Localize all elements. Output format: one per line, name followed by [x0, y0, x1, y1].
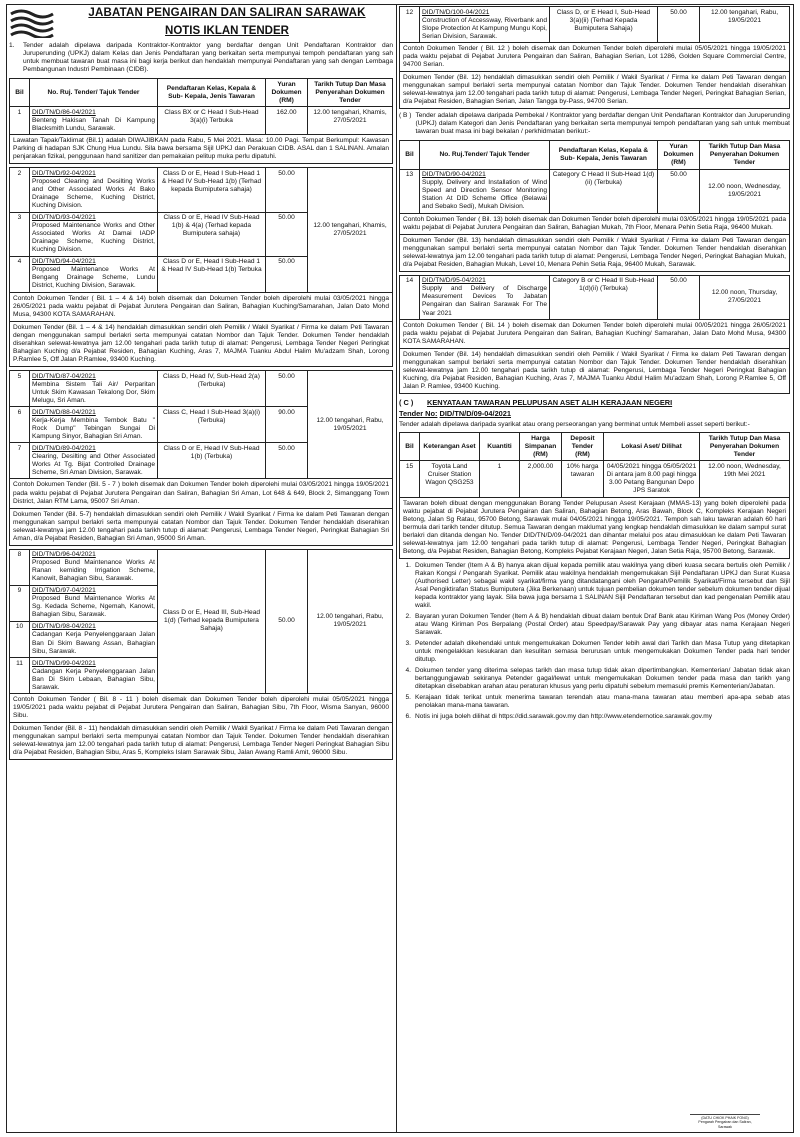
tender-no-label: Tender No: [399, 409, 438, 419]
header-location: Lokasi Aset/ Dilihat [604, 433, 700, 461]
row-class: Class C, Head I Sub-Head 3(a)(i) (Terbuka) [158, 407, 266, 443]
table-row [10, 371, 393, 407]
tender-title: Supply, Delivery and Installation of Wind Speed and Direction Sensor Monitoring Station At DID Scheme Office (Belawai and Sebako Sedi), Mukah Division. [422, 179, 547, 211]
row-bil: 8 [10, 549, 30, 585]
section-b-intro [399, 112, 790, 136]
row-bil: 12 [400, 7, 420, 43]
row-fee: 50.00 [266, 168, 308, 212]
row-fee: 50.00 [266, 549, 308, 694]
list-item [399, 562, 790, 610]
row-closing: 12.00 tengahari, Rabu, 19/05/2021 [700, 7, 790, 43]
tender-ref: DID/TN/D/100-04/2021 [422, 8, 490, 16]
header-closing: Tarikh Tutup Dan Masa Penyerahan Dokumen Tender [308, 79, 393, 107]
row-bil: 10 [10, 621, 30, 657]
row-tender [420, 7, 550, 43]
tender-table-4 [9, 549, 393, 695]
row-fee: 50.00 [266, 371, 308, 407]
tender-ref: DID/TN/D/86-04/2021 [32, 108, 96, 116]
tender-ref: DID/TN/D/92-04/2021 [32, 169, 96, 177]
document-note: Contoh Dokumen Tender ( Bil. 14 ) boleh disemak dan Dokumen Tender boleh diperolehi mulai 00/05/2021 hingga 26/05/2021 pada waktu pejabat di Pejabat Jurutera Pengairan dan Saliran, Bahagian Kuching/ Samarahan, Jalan Dato Mohd Musa, 94300 KOTA SAMARAHAN. [399, 320, 790, 349]
row-tender [30, 621, 158, 657]
tender-title: Proposed Maintenance Works At Bengang Drainage Scheme, Lundu District, Kuching Division, Sarawak. [32, 266, 155, 290]
list-item [399, 640, 790, 664]
submission-note: Dokumen Tender (Bil. 8 - 11) hendaklah dimasukkan sendiri oleh Pemilik / Wakil Syarikat / Firma ke dalam Peti Tawaran dengan menggunakan sampul berlakri serta mempunyai catatan Nombor dan Tajuk Tender. Dokumen Tender hendaklah diserahkan selewat-lewatnya jam 12.00 tengahari pada tarikh tutup di alamat: Pengerusi, Lembaga Tender Negeri Peringkat Bahagian Sibu d/a Pejabat Residen, Bahagian Sibu, Aras 5, Kompleks Islam Sarawak Sibu, Jalan Awang Ramli Amit, 96000 Sibu. [9, 723, 393, 760]
section-b-text: Tender adalah dipelawa daripada Pembekal / Kontraktor yang berdaftar dengan Unit Pendaftaran Kontraktor dan Juruperunding (UPKJ) dalam Kategori dan Jenis Pendaftaran yang berkaitan serta mempunyai tempoh pendaftaran yang sah untuk membuat tawaran buat masa ini bagi bekalan / perkhidmatan berikut:- [415, 112, 790, 136]
row-item: Toyota Land Cruiser Station Wagon QSG253 [420, 461, 480, 497]
row-class: Class D or E, Head III, Sub-Head 1(d) (Terhad kepada Bumiputera Sahaja) [158, 549, 266, 694]
tender-title: Benteng Hakisan Tanah Di Kampung Blacksmith Lundu, Sarawak. [32, 116, 155, 132]
section-c-title: KENYATAAN TAWARAN PELUPUSAN ASET ALIH KERAJAAN NEGERI [427, 398, 673, 408]
row-tender [30, 407, 158, 443]
section-b-number: ( B ) [399, 112, 412, 120]
row-bil: 9 [10, 585, 30, 621]
row-fee: 50.00 [266, 443, 308, 479]
signature-block [690, 1101, 760, 1129]
row-closing: 12.00 tengahari, Rabu, 19/05/2021 [308, 371, 393, 479]
tender-title: Proposed Maintenance Works and Other Associated Works At Damai IADP Drainage Scheme, Kuching District, Kuching Division. [32, 222, 155, 254]
submission-note: Dokumen Tender (Bil. 12) hendaklah dimasukkan sendiri oleh Pemilik / Wakil Syarikat / Firma ke dalam Peti Tawaran dengan menggunakan sampul berlakri serta mempunyai catatan Nombor dan Tajuk Tender. Dokumen Tender hendaklah diserahkan selewat-lewatnya jam 12.00 tengahari pada tarikh tutup di alamat: Pengerusi, Lembaga Tender Negeri, Peringkat Bahagian Serian, d/a Pejabat Residen, Bahagian Serian, Jalan Tangga by-Pass, 94700 Serian. [399, 72, 790, 109]
tender-ref: DID/TN/D/93-04/2021 [32, 214, 96, 222]
footnote-number: 4. [405, 667, 411, 675]
row-bil: 5 [10, 371, 30, 407]
signatory-name: (DATU CHIOK PHAIK FONG) [701, 1115, 749, 1120]
row-fee: 50.00 [266, 256, 308, 292]
signatory-title: Pengarah Pengairan dan Saliran, [698, 1120, 752, 1125]
header-bil: Bil [10, 79, 30, 107]
table-row [400, 275, 790, 319]
tender-table-b [399, 140, 790, 213]
tender-ref: DID/TN/D/88-04/2021 [32, 408, 96, 416]
row-class: Class D or E, Head IV Sub-Head 1(b) (Terbuka) [158, 443, 266, 479]
row-class: Class D or E, Head I Sub-Head 1 & Head IV Sub-Head 1(b) (Terhad kepada Bumiputera sahaja) [158, 168, 266, 212]
row-bil: 1 [10, 107, 30, 135]
header-closing: Tarikh Tutup Dan Masa Penyerahan Dokumen Tender [700, 433, 790, 461]
tender-ref: DID/TN/D/97-04/2021 [32, 587, 96, 595]
tender-ref: DID/TN/D/99-04/2021 [32, 659, 96, 667]
tender-table-3 [9, 370, 393, 479]
document-note: Contoh Dokumen Tender ( Bil. 12 ) boleh disemak dan Dokumen Tender boleh diperolehi mulai 05/05/2021 hingga 19/05/2021 pada waktu pejabat di Pejabat Jurutera Pengairan dan Saliran, Bahagian Serian, Lot 1286, Golden Square Commercial Centre, 94700 Serian. [399, 43, 790, 72]
row-bil: 2 [10, 168, 30, 212]
row-bil: 3 [10, 212, 30, 256]
tender-title: Supply and Delivery of Discharge Measurement Devices To Jabatan Pengairan dan Saliran Sarawak For The Year 2021 [422, 285, 547, 317]
document-note: Contoh Dokumen Tender ( Bil. 1 – 4 & 14) boleh disemak dan Dokumen Tender boleh diperolehi mulai 03/05/2021 hingga 26/05/2021 pada waktu pejabat di Pejabat Jurutera Pengairan dan Saliran, Bahagian Kuching/Samarahan, Jalan Dato Mohd Musa, 94300 KOTA SAMARAHAN. [9, 293, 393, 322]
row-tender [420, 275, 550, 319]
right-column [399, 6, 790, 724]
list-item [399, 667, 790, 691]
document-note: Contoh Dokumen Tender ( Bil. 8 - 11 ) boleh disemak dan Dokumen Tender boleh diperolehi mulai 05/05/2021 hingga 19/05/2021 pada waktu pejabat di Pejabat Jurutera Pengairan dan Saliran, Bahagian Sibu, 7th Floor, Wisma Sanyan, 96000 Sibu. [9, 694, 393, 723]
header-bil: Bil [400, 433, 420, 461]
submission-note: Dokumen Tender (Bil. 13) hendaklah dimasukkan sendiri oleh Pemilik / Wakil Syarikat / Firma ke dalam Peti Tawaran dengan menggunakan sampul berlakri serta mempunyai catatan Nombor dan Tajuk Tender. Dokumen Tender hendaklah diserahkan selewat-lewatnya jam 12.00 tengahari pada tarikh tutup di alamat: Pengerusi, Lembaga Tender Negeri, Peringkat Bahagian Mukah, d/a Pejabat Residen, Bahagian Mukah, Level 10, Menara Pehin Setia Raja, 96400 Mukah, Sarawak. [399, 235, 790, 272]
tender-title: Kerja-Kerja Membina Tembok Batu " Rock Dump" Tebingan Sungai Di Kampung Sinyor, Bahagian Sri Aman. [32, 416, 155, 440]
header-ref: No. Ruj.Tender/ Tajuk Tender [420, 141, 550, 169]
tender-title: Cadangan Kerja Penyelenggaraan Jalan Ban Di Skim Lebaan, Bahagian Sibu, Sarawak. [32, 667, 155, 691]
tender-table-1 [9, 78, 393, 135]
tender-ref: DID/TN/D/89-04/2021 [32, 444, 96, 452]
tender-table-2 [9, 167, 393, 292]
header-class: Pendaftaran Kelas, Kepala & Sub- Kepala, Jenis Tawaran [550, 141, 658, 169]
tender-ref: DID/TN/D/98-04/2021 [32, 623, 96, 631]
row-deposit: 10% harga tawaran [562, 461, 604, 497]
header-item: Keterangan Aset [420, 433, 480, 461]
row-class: Class D, Head IV, Sub-Head 2(a) (Terbuka) [158, 371, 266, 407]
footnote-number: 2. [405, 613, 411, 620]
row-qty: 1 [480, 461, 520, 497]
tender-title: Proposed Bund Maintenance Works At Sg. Kedada Scheme, Ngemah, Kanowit, Bahagian Sibu, Sarawak. [32, 595, 155, 619]
footnote-number: 1. [405, 561, 411, 569]
submission-note: Dokumen Tender (Bil. 5-7) hendaklah dimasukkan sendiri oleh Pemilik / Wakil Syarikat / Firma ke dalam Peti Tawaran dengan menggunakan sampul berlakri serta mempunyai catatan Nombor dan Tajuk Tender. Dokumen Tender hendaklah diserahkan selewat-lewatnya jam 12.00 tengahari pada tarikh tutup di alamat: Pengerusi, Lembaga Tender Negeri, Peringkat Bahagian Sri Aman, d/a Pejabat Residen, Bahagian Sri Aman, 95000 Sri Aman. [9, 509, 393, 546]
row-tender [30, 549, 158, 585]
section-c-number: ( C ) [399, 398, 414, 408]
row-class: Class D or E, Head I Sub-Head 1 & Head IV Sub-Head 1(b) Terbuka [158, 256, 266, 292]
row-fee: 50.00 [266, 212, 308, 256]
row-closing: 12.00 noon, Wednesday, 19th Mei 2021 [700, 461, 790, 497]
page-subtitle: NOTIS IKLAN TENDER [165, 24, 289, 37]
row-bil: 6 [10, 407, 30, 443]
row-class: Category B or C Head II Sub-Head 1(d)(ii) (Terbuka) [550, 275, 658, 319]
row-closing: 12.00 noon, Thursday, 27/05/2021 [700, 275, 790, 319]
row-closing: 12.00 tengahari, Khamis, 27/05/2021 [308, 168, 393, 292]
asset-note: Tawaran boleh dibuat dengan menggunakan Borang Tender Pelupusan Asest Kerajaan (MMAS-13) yang boleh diperolehi pada waktu pejabat di Pejabat Jurutera Pengairan dan Saliran, Bahagian Betong, Aras Bawah, Block C, Kompleks Kerajaan Negeri Betong, Jalan Sg Ratau, 95700 Betong, Sarawak mulai 04/05/2021 hingga 19/05/2021. Tempoh sah laku tawaran adalah 60 hari bermula dari tarikh tender ditutup. Semua Tawaran dengan maklumat yang lengkap hendaklah dimasukkan ke dalam sampul surat berlakri dan ditanda dengan No. Tender DID/TN/D/09-04/2021 dan dihantar melalui pos atau dimasukkan ke dalam Peti Tawaran selewat-lewatnya jam 12.00 tengahari pada tarikh tutup di alamat: Pengerusi, Lembaga Tender Negeri, Peringkat Bahagian Betong, d/a Pejabat Residen, Bahagian Betong, Kompleks Pejabat Kerajaan Negeri, Jalan Setia Raja, 95700 Betong, Sarawak. [399, 498, 790, 559]
footnote-text: Petender adalah dikehendaki untuk mengemukakan Dokumen Tender lebih awal dari Tarikh dan Masa Tutup yang ditetapkan untuk mengelakkan kesukaran dan kesulitan semasa berurusan untuk mengemukakan Dokumen Tender pada hari tender ditutup. [415, 640, 790, 664]
left-column [9, 6, 393, 760]
document-note: Contoh Dokumen Tender (Bil. 5 - 7 ) boleh disemak dan Dokumen Tender boleh diperolehi mulai 03/05/2021 hingga 19/05/2021 pada waktu pejabat di Pejabat Jurutera Pengairan dan Saliran, Bahagian Sri Aman, Lot 648 & 649, Block 2, Simanggang Town District, Jalan RTM Lama, 95007 Sri Aman. [9, 479, 393, 508]
row-closing: 12.00 noon, Wednesday, 19/05/2021 [700, 169, 790, 213]
footnote-number: 6. [405, 713, 411, 721]
section-c-heading [399, 398, 790, 407]
footnotes [399, 562, 790, 722]
row-price: 2,000.00 [520, 461, 562, 497]
submission-note: Dokumen Tender (Bil. 1 – 4 & 14) hendaklah dimasukkan sendiri oleh Pemilik / Wakil Syarikat / Firma ke dalam Peti Tawaran dengan menggunakan sampul berlakri serta mempunyai catatan Nombor dan Tajuk Tender. Dokumen Tender hendaklah diserahkan selewat-lewatnya jam 12.00 tengahari pada tarikh tutup di alamat: Pengerusi, Lembaga Tender Negeri Peringkat Bahagian Kuching d/a Pejabat Residen, Bahagian Kuching, Aras 7, MAJMA Tuanku Abdul Halim Mu'adzam Shah, Lorong P.Ramlee 5, Off Jalan P.Ramlee, 93400 Kuching. [9, 322, 393, 367]
row-class: Category C Head II Sub-Head 1(d)(ii) (Terbuka) [550, 169, 658, 213]
row-tender [30, 212, 158, 256]
header-deposit: Deposit Tender (RM) [562, 433, 604, 461]
row-tender [30, 585, 158, 621]
row-closing: 12.00 tengahari, Khamis, 27/05/2021 [308, 107, 393, 135]
row-tender [30, 256, 158, 292]
tender-table-5 [399, 6, 790, 43]
row-bil: 11 [10, 658, 30, 694]
tender-title: Clearing, Desilting and Other Associated Works At Tg. Bijat Controlled Drainage Scheme, Sri Aman Division, Sarawak. [32, 452, 155, 476]
tender-ref: DID/TN/D/87-04/2021 [32, 372, 96, 380]
table-header-row [10, 79, 393, 107]
signatory-state: Sarawak [718, 1124, 732, 1129]
table-header-row [400, 433, 790, 461]
footnote-text: Dokumen Tender (Item A & B) hanya akan dijual kepada pemilik atau wakilnya yang diberi kuasa secara bertulis oleh Pemilik / Rakan Kongsi / Pengarah Syarikat. Pemilik atau wakilnya hendaklah mengemukakan Sijil Pendaftaran UPKJ dan Surat Kuasa (Authorised Letter) sebagai wakil syarikat/firma yang ditandatangani oleh Pengarah/Pemilik Syarikat/Firma tersebut dan Sijil Asal Pengiktirafan Status Bumiputera (Jika Berkenaan) untuk tujuan pembelian dokumen tender sebelum dokumen tender dijual kepada kontraktor yang layak. Sila bawa juga bersama 1 SALINAN Sijil Pendaftaran tersebut dan kad pengenalan Pemilik atau wakil. [415, 561, 790, 609]
table-row [10, 107, 393, 135]
list-item [399, 613, 790, 637]
intro-text: Tender adalah dipelawa daripada Kontraktor-Kontraktor yang berdaftar dengan Unit Pendaftaran Kontraktor dan Juruperunding (UPKJ) dalam Kelas dan Jenis Pendaftaran yang berkaitan serta mempunyai tempoh pendaftaran yang sah untuk membuat tawaran buat masa ini bagi kerja berikut dan hendaklah mempunyai Pendaftaran yang sah dengan Lembaga Pembangunan Industri Pembinaan (CIDB). [23, 42, 393, 74]
row-tender [30, 168, 158, 212]
page-title: JABATAN PENGAIRAN DAN SALIRAN SARAWAK [88, 7, 366, 20]
footnote-text: Kerajaan tidak terikat untuk menerima tawaran terendah atau mana-mana tawaran atau memberi apa-apa sebab atas penolakan mana-mana tawaran. [415, 694, 790, 710]
row-fee: 90.00 [266, 407, 308, 443]
tender-ref: DID/TN/D/95-04/2021 [422, 277, 486, 285]
footnote-text: Notis ini juga boleh dilihat di https://did.sarawak.gov.my dan http://www.etendernotice.sarawak.gov.my [415, 713, 712, 721]
tender-no-value: DID/TN/D/09-04/2021 [439, 409, 512, 419]
footnote-number: 5. [405, 694, 411, 702]
row-tender [30, 658, 158, 694]
header-qty: Kuantiti [480, 433, 520, 461]
row-fee: 50.00 [658, 7, 700, 43]
row-class: Class D or E, Head IV Sub-Head 1(b) & 4(a) (Terhad kepada Bumiputera sahaja) [158, 212, 266, 256]
asset-table [399, 432, 790, 497]
row-fee: 162.00 [266, 107, 308, 135]
table-row [400, 169, 790, 213]
header-closing: Tarikh Tutup Dan Masa Penyerahan Dokumen Tender [700, 141, 790, 169]
row-bil: 15 [400, 461, 420, 497]
section-c-intro: Tender adalah dipelawa daripada syarikat atau orang perseorangan yang berminat untuk Membeli asset seperti berikut:- [399, 421, 750, 429]
header-ref: No. Ruj. Tender/ Tajuk Tender [30, 79, 158, 107]
table-row [10, 168, 393, 212]
row-class: Class BX or C Head I Sub-Head 3(a)(i) Terbuka [158, 107, 266, 135]
tender-title: Proposed Clearing and Desilting Works and Other Associated Works At Bako Drainage Scheme, Kuching District, Kuching Division. [32, 177, 155, 210]
header-bil: Bil [400, 141, 420, 169]
section-c-tender-no [399, 409, 790, 418]
table-row [400, 7, 790, 43]
tender-title: Membina Sistem Tali Air/ Perparitan Untuk Skim Kawasan Tekalong Dor, Skim Melugu, Sri Aman. [32, 380, 155, 404]
footnote-text: Dokumen tender yang diterima selepas tarikh dan masa tutup tidak akan dipertimbangkan. Kementerian/ Jabatan tidak akan bertanggungjawab sekiranya Petender gagal/lewat untuk mengemukakan Dokumen tender pada masa dan tarikh yang ditetapkan disebabkan arahan atau peraturan khusus yang perlu dipatuhi sebelum memasuki premis Kementerian/Jabatan. [415, 667, 790, 691]
tender-ref: DID/TN/D/90-04/2021 [422, 171, 486, 179]
row-fee: 50.00 [658, 275, 700, 319]
tender-title: Proposed Bund Maintenance Works At Ranan kemiding Irrigation Scheme, Kanowit, Bahagian Sibu, Sarawak. [32, 559, 155, 583]
row-bil: 14 [400, 275, 420, 319]
row-bil: 13 [400, 169, 420, 213]
signature-line [690, 1101, 760, 1115]
column-divider [396, 4, 397, 1133]
row-fee: 50.00 [658, 169, 700, 213]
row-bil: 4 [10, 256, 30, 292]
table-header-row [400, 141, 790, 169]
title-block [61, 6, 393, 37]
intro-paragraph [9, 42, 393, 74]
table-row [10, 549, 393, 585]
row-location: 04/05/2021 hingga 05/05/2021 Di antara jam 8.00 pagi hingga 3.00 Petang Bangunan Depo JPS Saratok [604, 461, 700, 497]
table-row [400, 461, 790, 497]
footnote-text: Bayaran yuran Dokumen Tender (Item A & B) hendaklah dibuat dalam bentuk Draf Bank atau Kiriman Wang Pos (Money Order) atau Wang Kiriman Pos Berpalang (Postal Order) atau Speedpay/Sarawak Pay yang dibayar atas nama Kerajaan Negeri Sarawak. [415, 613, 790, 637]
tender-table-b2 [399, 275, 790, 320]
tender-ref: DID/TN/D/96-04/2021 [32, 551, 96, 559]
row-closing: 12.00 tengahari, Rabu, 19/05/2021 [308, 549, 393, 694]
tender-title: Cadangan Kerja Penyelenggaraan Jalan Ban Di Skim Bawang Assan, Bahagian Sibu, Sarawak. [32, 631, 155, 655]
list-item [399, 713, 790, 721]
row-class: Class D, or E Head I, Sub-Head 3(a)(ii) (Terhad Kepada Bumiputera Sahaja) [550, 7, 658, 43]
header-fee: Yuran Dokumen (RM) [658, 141, 700, 169]
header-price: Harga Simpanan (RM) [520, 433, 562, 461]
site-visit-note: Lawatan Tapak/Taklimat (Bil.1) adalah DIWAJIBKAN pada Rabu, 5 Mei 2021. Masa: 10.00 Pagi. Tempat Berkumpul: Kawasan Parking di hadapan SJK Chung Hua Lundu. Sila bawa bersama Sijil UPKJ dan Perakuan CIDB. ASAL dan 1 SALINAN. Amalan penjarakan fizikal, penggunaan hand sanitizer dan pemakaian pelitup muka perlu dipatuhi. [9, 135, 393, 164]
footnote-number: 3. [405, 640, 411, 648]
header-fee: Yuran Dokumen (RM) [266, 79, 308, 107]
jps-logo-icon [9, 6, 55, 38]
header-class: Pendaftaran Kelas, Kepala & Sub- Kepala, Jenis Tawaran [158, 79, 266, 107]
tender-ref: DID/TN/D/94-04/2021 [32, 258, 96, 266]
row-bil: 7 [10, 443, 30, 479]
list-item [399, 694, 790, 710]
document-note: Contoh Dokumen Tender ( Bil. 13) boleh disemak dan Dokumen Tender boleh diperolehi mulai 03/05/2021 hingga 19/05/2021 pada waktu pejabat di Pejabat Jurutera Pengairan dan Saliran, Bahagian Mukah, 7th Floor, Menara Pehin Setia Raja, 96400 Mukah. [399, 214, 790, 235]
header [9, 6, 393, 38]
tender-title: Construction of Accessway, Riverbank and Slope Protection At Kampung Mungu Kopi, Serian Division, Sarawak. [422, 16, 547, 40]
submission-note: Dokumen Tender (Bil. 14) hendaklah dimasukkan sendiri oleh Pemilik / Wakil Syarikat / Firma ke dalam Peti Tawaran dengan menggunakan sampul berlakri serta mempunyai catatan Nombor dan Tajuk Tender. Dokumen Tender hendaklah diserahkan selewat-lewatnya jam 12.00 tengahari pada tarikh tutup di alamat: Pengerusi, Lembaga Tender Negeri Peringkat Bahagian Kuching, d/a Pejabat Residen, Bahagian Kuching, Aras 7, MAJMA Tuanku Abdul Halim Mu'adzam Shah, Lorong P.Ramlee 5, Off Jalan P. Ramlee, 93400 Kuching. [399, 349, 790, 394]
intro-number: 1. [9, 42, 15, 49]
row-tender [30, 371, 158, 407]
row-tender [420, 169, 550, 213]
row-tender [30, 443, 158, 479]
row-tender [30, 107, 158, 135]
